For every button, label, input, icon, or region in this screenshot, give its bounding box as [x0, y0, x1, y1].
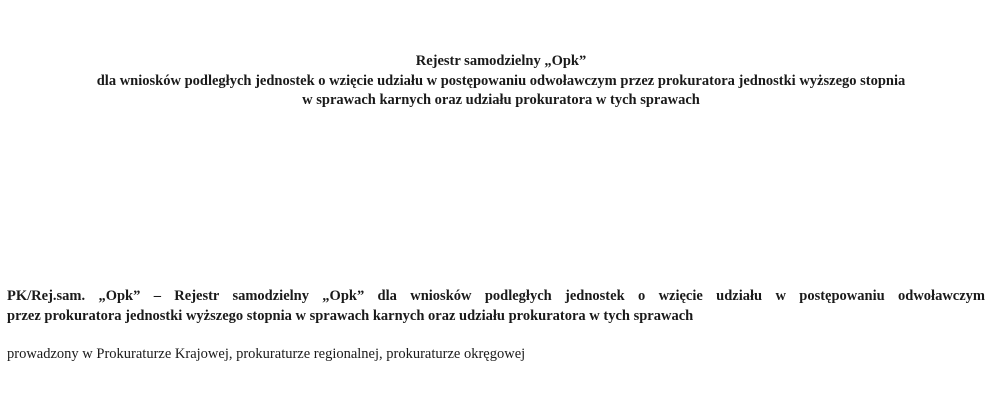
register-subtitle-line-2: w sprawach karnych oraz udziału prokuratora w tych sprawach	[302, 92, 700, 108]
register-scope-note: prowadzony w Prokuraturze Krajowej, prokuraturze regionalnej, prokuraturze okręgowej	[7, 346, 526, 362]
register-title-block	[0, 52, 1002, 111]
register-subtitle-line-1: dla wniosków podległych jednostek o wzięcie udziału w postępowaniu odwoławczym przez prokuratora jednostki wyższego stopnia	[96, 72, 906, 89]
register-description-line-2: przez prokuratora jednostki wyższego stopnia w sprawach karnych oraz udziału prokuratora w tych sprawach	[7, 307, 694, 324]
register-title: Rejestr samodzielny „Opk”	[415, 53, 587, 69]
register-description	[7, 287, 985, 326]
register-description-line-1: PK/Rej.sam. „Opk” – Rejestr samodzielny „Opk” dla wniosków podległych jednostek o wzięcie udziału w postępowaniu odwoławczym	[7, 288, 985, 304]
